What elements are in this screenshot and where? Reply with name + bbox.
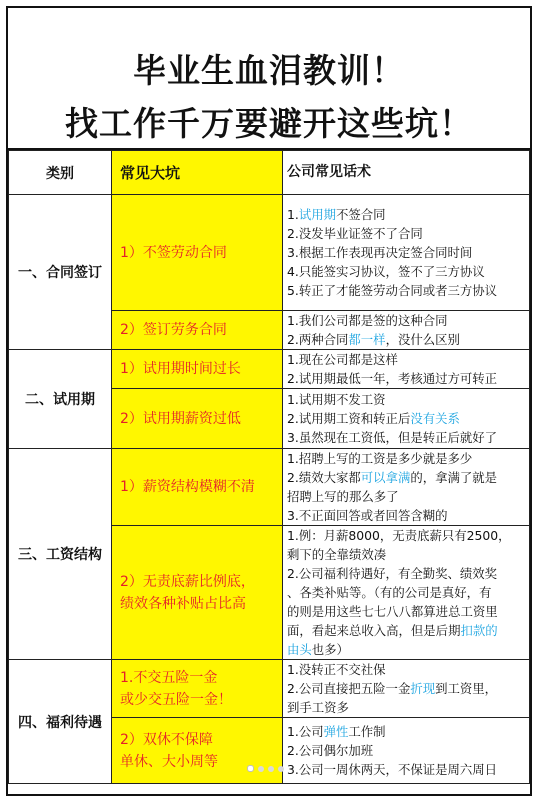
talk-line: 2.两种合同都一样，没什么区别	[287, 332, 460, 347]
talk-line: 面，看起来总收入高，但是后期扣款的	[287, 623, 498, 638]
talk-cell	[283, 660, 530, 718]
talk-line: 由头也多）	[287, 642, 349, 657]
talk-cell	[283, 718, 530, 784]
pit-cell: 1）不签劳动合同	[112, 195, 283, 311]
talk-line: 、各类补贴等。（有的公司是真好，有	[287, 585, 492, 600]
talk-line: 1.例：月薪8000，无责底薪只有2500，	[287, 528, 511, 543]
highlight-text: 都一样	[348, 332, 386, 347]
talk-line: 3.不正面回答或者回答含糊的	[287, 508, 448, 523]
talk-cell	[283, 389, 530, 449]
page-dot[interactable]	[247, 765, 254, 772]
talk-line: 3.公司一周休两天，不保证是周六周日	[287, 762, 498, 777]
talk-cell	[283, 195, 530, 311]
talk-line: 2.试用期工资和转正后没有关系	[287, 411, 460, 426]
talk-line: 的则是用这些七七八八都算进总工资里	[287, 604, 498, 619]
title-line-1: 毕业生血泪教训！	[133, 51, 405, 90]
highlight-text: 可以拿满	[360, 470, 411, 485]
talk-line: 到手工资多	[287, 700, 349, 715]
talk-cell	[283, 311, 530, 350]
category-cell: 三、工资结构	[9, 449, 112, 660]
talk-line: 4.只能签实习协议，签不了三方协议	[287, 264, 485, 279]
talk-line: 5.转正了才能签劳动合同或者三方协议	[287, 283, 498, 298]
table-row	[9, 195, 530, 311]
talk-line: 1.我们公司都是签的这种合同	[287, 313, 448, 328]
pit-cell: 2）签订劳务合同	[112, 311, 283, 350]
highlight-text: 没有关系	[410, 411, 460, 426]
category-cell: 二、试用期	[9, 350, 112, 449]
talk-cell	[283, 449, 530, 526]
talk-line: 1.没转正不交社保	[287, 662, 386, 677]
pit-cell: 1.不交五险一金 或少交五险一金！	[112, 660, 283, 718]
highlight-text: 由头	[287, 642, 312, 657]
highlight-text: 弹性	[323, 724, 349, 739]
talk-line: 1.现在公司都是这样	[287, 352, 398, 367]
talk-line: 招聘上写的那么多了	[287, 489, 399, 504]
talk-line: 3.虽然现在工资低，但是转正后就好了	[287, 430, 498, 445]
pitfall-table	[8, 150, 530, 784]
document-frame	[6, 6, 532, 796]
header-talk: 公司常见话术	[283, 151, 530, 195]
talk-line: 2.试用期最低一年，考核通过方可转正	[287, 371, 498, 386]
talk-line: 剩下的全靠绩效凑	[287, 547, 387, 562]
talk-line: 1.公司弹性工作制	[287, 724, 386, 739]
page-dot[interactable]	[268, 766, 274, 772]
title-block	[8, 8, 530, 150]
highlight-text: 扣款的	[460, 623, 498, 638]
pit-cell: 2）无责底薪比例底， 绩效各种补贴占比高	[112, 526, 283, 660]
talk-line: 1.试用期不发工资	[287, 392, 386, 407]
title-line-2: 找工作千万要避开这些坑！	[65, 104, 473, 143]
header-category: 类别	[9, 151, 112, 195]
category-cell: 四、福利待遇	[9, 660, 112, 784]
talk-cell	[283, 526, 530, 660]
talk-line: 2.没发毕业证签不了合同	[287, 226, 423, 241]
pit-cell: 2）试用期薪资过低	[112, 389, 283, 449]
talk-line: 1.招聘上写的工资是多少就是多少	[287, 451, 473, 466]
talk-cell	[283, 350, 530, 389]
table-row	[9, 449, 530, 526]
highlight-text: 试用期	[298, 207, 336, 222]
page-dot[interactable]	[278, 766, 284, 772]
header-row	[9, 151, 530, 195]
talk-line: 2.公司直接把五险一金折现到工资里，	[287, 681, 498, 696]
table-row	[9, 350, 530, 389]
talk-line: 2.绩效大家都可以拿满的，拿满了就是	[287, 470, 498, 485]
category-cell: 一、合同签订	[9, 195, 112, 350]
page-indicator[interactable]	[245, 757, 286, 776]
pit-cell: 2）双休不保障 单休、大小周等	[112, 718, 283, 784]
page-dot[interactable]	[258, 766, 264, 772]
highlight-text: 折现	[410, 681, 436, 696]
table-row	[9, 660, 530, 718]
talk-line: 1.试用期不签合同	[287, 207, 386, 222]
talk-line: 2.公司福利待遇好，有全勤奖、绩效奖	[287, 566, 498, 581]
talk-line: 2.公司偶尔加班	[287, 743, 374, 758]
pit-cell: 1）薪资结构模糊不清	[112, 449, 283, 526]
talk-line: 3.根据工作表现再决定签合同时间	[287, 245, 473, 260]
pit-cell: 1）试用期时间过长	[112, 350, 283, 389]
header-pit: 常见大坑	[112, 151, 283, 195]
